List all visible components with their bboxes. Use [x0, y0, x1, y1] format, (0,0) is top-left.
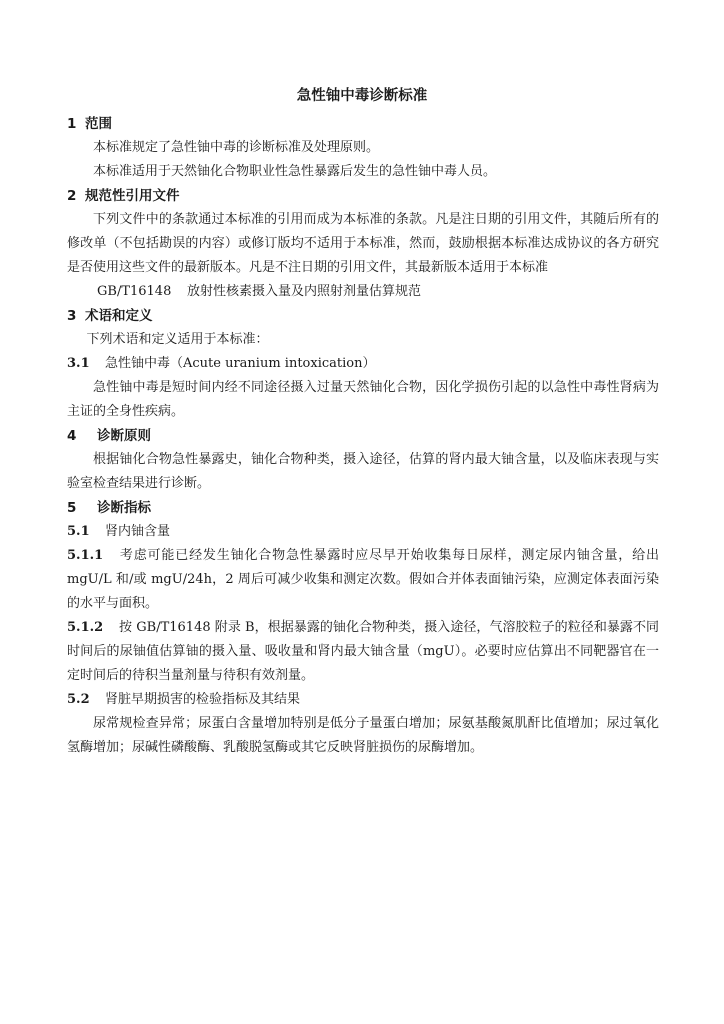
section-title: 诊断指标	[97, 500, 151, 516]
term-3-1-definition: 急性铀中毒是短时间内经不同途径摄入过量天然铀化合物，因化学损伤引起的以急性中毒性肾病为主证的全身性疾病。	[67, 380, 659, 419]
clause-5-1-1	[67, 544, 659, 616]
reference-title: 放射性核素摄入量及内照射剂量估算规范	[187, 284, 422, 299]
section-3-intro: 下列术语和定义适用于本标准：	[86, 332, 269, 347]
section-2-paragraph: 下列文件中的条款通过本标准的引用而成为本标准的条款。凡是注日期的引用文件，其随后所有的修改单（不包括勘误的内容）或修订版均不适用于本标准，然而，鼓励根据本标准达成协议的各方研究是否使用这些文件的最新版本。凡是不注日期的引用文件，其最新版本适用于本标准	[67, 212, 659, 275]
reference-code: GB/T16148	[97, 284, 172, 299]
subsection-title: 肾脏早期损害的检验指标及其结果	[105, 692, 301, 707]
section-2-heading	[67, 184, 659, 208]
section-title: 诊断原则	[97, 428, 151, 444]
section-number: 5	[67, 500, 77, 516]
section-1-paragraph-1: 本标准规定了急性铀中毒的诊断标准及处理原则。	[93, 140, 380, 155]
section-number: 3	[67, 308, 77, 324]
section-4-heading	[67, 424, 659, 448]
normative-reference	[67, 280, 659, 304]
subsection-title: 肾内铀含量	[105, 524, 171, 539]
subsection-5-1-heading	[67, 520, 659, 544]
clause-text: 考虑可能已经发生铀化合物急性暴露时应尽早开始收集每日尿样，测定尿内铀含量，给出 mgU/L 和/或 mgU/24h，2 周后可减少收集和测定次数。假如合并体表面铀污染，应测定体表面污染的水平与面积。	[67, 548, 659, 611]
subsection-number: 5.2	[67, 692, 90, 707]
section-title: 术语和定义	[85, 308, 153, 324]
section-4-paragraph: 根据铀化合物急性暴露史，铀化合物种类，摄入途径，估算的肾内最大铀含量，以及临床表现与实验室检查结果进行诊断。	[67, 452, 659, 491]
section-1-paragraph-2: 本标准适用于天然铀化合物职业性急性暴露后发生的急性铀中毒人员。	[93, 164, 497, 179]
subsection-5-2-paragraph: 尿常规检查异常；尿蛋白含量增加特别是低分子量蛋白增加；尿氨基酸氮肌酐比值增加；尿过氧化氢酶增加；尿碱性磷酸酶、乳酸脱氢酶或其它反映肾脏损伤的尿酶增加。	[67, 716, 659, 755]
subsection-number: 5.1	[67, 524, 90, 539]
section-1-heading	[67, 112, 659, 136]
section-3-heading	[67, 304, 659, 328]
document-body	[67, 112, 659, 760]
section-number: 2	[67, 188, 77, 204]
subsection-5-2-heading	[67, 688, 659, 712]
term-number: 3.1	[67, 356, 90, 371]
clause-text: 按 GB/T16148 附录 B，根据暴露的铀化合物种类，摄入途径，气溶胶粒子的粒径和暴露不同时间后的尿铀值估算铀的摄入量、吸收量和肾内最大铀含量（mgU）。必要时应估算出不同靶器官在一定时间后的待积当量剂量与待积有效剂量。	[67, 620, 659, 683]
section-number: 1	[67, 116, 77, 132]
clause-5-1-2	[67, 616, 659, 688]
term-name: 急性铀中毒（Acute uranium intoxication）	[105, 356, 376, 371]
section-title: 范围	[85, 116, 112, 132]
clause-number: 5.1.2	[67, 620, 104, 635]
section-5-heading	[67, 496, 659, 520]
section-number: 4	[67, 428, 77, 444]
term-3-1	[67, 352, 659, 376]
clause-number: 5.1.1	[67, 548, 104, 563]
section-title: 规范性引用文件	[85, 188, 180, 204]
document-title: 急性铀中毒诊断标准	[296, 88, 428, 104]
